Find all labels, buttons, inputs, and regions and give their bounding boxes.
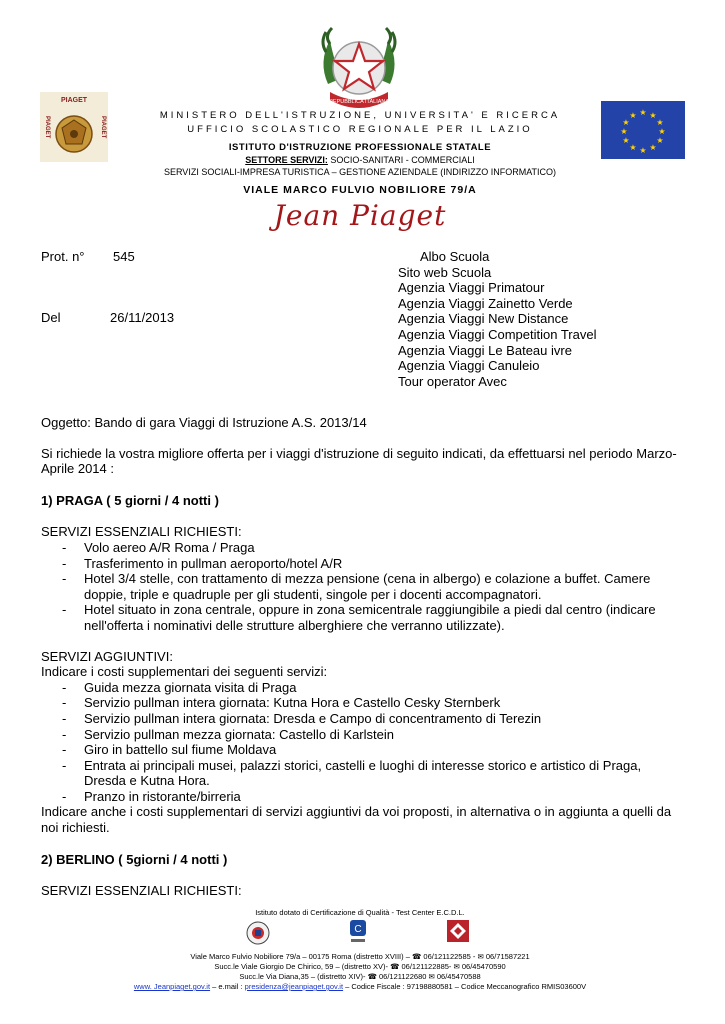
additional-services-list xyxy=(41,680,681,805)
tax-codes: – Codice Fiscale : 97198880581 – Codice Meccanografico RMIS03600V xyxy=(343,982,587,991)
institute-name: ISTITUTO D'ISTRUZIONE PROFESSIONALE STATALE xyxy=(228,142,492,153)
additional-services-outro: Indicare anche i costi supplementari di servizi aggiuntivi da voi proposti, in alternativa o in aggiunta a quelli da noi richiesti. xyxy=(41,804,672,836)
additional-services-intro: Indicare i costi supplementari dei seguenti servizi: xyxy=(41,664,328,680)
intro-paragraph: Si richiede la vostra migliore offerta per i viaggi d'istruzione di seguito indicati, da effettuarsi nel periodo Marzo- Aprile 2014 : xyxy=(41,445,677,477)
svg-text:★: ★ xyxy=(658,127,666,136)
svg-text:★: ★ xyxy=(622,136,630,145)
list-item: - Servizio pullman intera giornata: Kutna Hora e Castello Cesky Sternberk xyxy=(41,695,681,711)
list-item: - Hotel 3/4 stelle, con trattamento di mezza pensione (cena in albergo) e colazione a buffet. Camere doppie, triple e quadruple per gli studenti, singole per i docenti accompagnatori. xyxy=(41,571,681,602)
svg-text:★: ★ xyxy=(620,127,628,136)
footer-branch-dechirico: Succ.le Viale Giorgio De Chirico, 59 – (distretto XV)- ☎ 06/121122885- ✉ 06/45470590 xyxy=(214,962,506,971)
svg-text:PIAGET: PIAGET xyxy=(44,116,50,139)
school-logo xyxy=(40,92,108,162)
school-name-title: Jean Piaget xyxy=(273,199,447,232)
svg-text:★: ★ xyxy=(656,136,664,145)
svg-text:★: ★ xyxy=(649,143,657,152)
list-item: - Hotel situato in zona centrale, oppure in zona semicentrale raggiungibile a piedi dal centro (indicare nell'offerta i nominativi delle strutture alberghiere che verranno utilizzate). xyxy=(41,602,681,633)
essential-services-heading: SERVIZI ESSENZIALI RICHIESTI: xyxy=(41,524,242,540)
svg-text:★: ★ xyxy=(656,118,664,127)
footer-contacts xyxy=(60,982,660,993)
essential-services-list xyxy=(41,540,681,634)
list-item: - Pranzo in ristorante/birreria xyxy=(41,789,681,805)
sectors-label: SETTORE SERVIZI: xyxy=(245,155,328,165)
ministry-line: MINISTERO DELL'ISTRUZIONE, UNIVERSITA' E RICERCA xyxy=(159,110,561,121)
list-item: - Volo aereo A/R Roma / Praga xyxy=(41,540,681,556)
date-label: Del xyxy=(41,310,61,325)
recipient: Agenzia Viaggi Competition Travel xyxy=(398,326,597,342)
svg-text:★: ★ xyxy=(649,111,657,120)
berlino-essential-heading: SERVIZI ESSENZIALI RICHIESTI: xyxy=(41,883,242,899)
school-logo-text: PIAGET xyxy=(60,97,88,104)
additional-services-heading: SERVIZI AGGIUNTIVI: xyxy=(41,648,173,664)
recipient: Agenzia Viaggi Canuleio xyxy=(398,358,540,374)
svg-text:★: ★ xyxy=(622,118,630,127)
recipient: Agenzia Viaggi Primatour xyxy=(398,280,545,296)
sectors-value: SOCIO-SANITARI - COMMERCIALI xyxy=(327,155,475,165)
svg-text:C: C xyxy=(354,924,362,935)
school-address: VIALE MARCO FULVIO NOBILIORE 79/A xyxy=(243,184,477,196)
services-line: SERVIZI SOCIALI-IMPRESA TURISTICA – GESTIONE AZIENDALE (INDIRIZZO INFORMATICO) xyxy=(163,167,557,177)
eu-flag xyxy=(601,101,685,159)
list-item: - Guida mezza giornata visita di Praga xyxy=(41,680,681,696)
list-item: - Entrata ai principali musei, palazzi storici, castelli e luoghi di interesse storico e artistico di Praga, Dresda e Kutna Hora. xyxy=(41,758,681,789)
recipient: Agenzia Viaggi New Distance xyxy=(398,311,569,327)
list-item: - Trasferimento in pullman aeroporto/hotel A/R xyxy=(41,556,681,572)
section-praga-title: 1) PRAGA ( 5 giorni / 4 notti ) xyxy=(41,492,219,508)
svg-text:★: ★ xyxy=(629,111,637,120)
subject-line: Oggetto: Bando di gara Viaggi di Istruzione A.S. 2013/14 xyxy=(41,415,367,430)
emblem-ribbon-text: REPUBBLICA ITALIANA xyxy=(328,99,390,105)
protocol-label: Prot. n° xyxy=(41,249,85,264)
certification-note: Istituto dotato di Certificazione di Qualità - Test Center E.C.D.L. xyxy=(255,908,465,917)
svg-text:★: ★ xyxy=(639,146,647,155)
test-center-logo xyxy=(447,920,469,942)
website-link[interactable]: www. Jeanpiaget.gov.it xyxy=(133,982,211,991)
recipient: Agenzia Viaggi Le Bateau ivre xyxy=(398,342,572,358)
list-item: - Giro in battello sul fiume Moldava xyxy=(41,742,681,758)
ecdl-logo xyxy=(348,919,368,945)
recipients-list xyxy=(398,249,597,389)
recipient: Agenzia Viaggi Zainetto Verde xyxy=(398,295,573,311)
email-label: – e.mail : xyxy=(210,982,245,991)
footer-main-address: Viale Marco Fulvio Nobiliore 79/a – 00175 Roma (distretto XVIII) – ☎ 06/121122585 - ✉ 06/71587221 xyxy=(190,952,530,961)
recipient: Sito web Scuola xyxy=(398,264,492,280)
letter-body xyxy=(41,415,681,899)
sectors-line xyxy=(120,155,600,165)
recipient: Albo Scuola xyxy=(420,249,490,264)
date-value: 26/11/2013 xyxy=(110,310,175,325)
list-item: - Servizio pullman intera giornata: Dresda e Campo di concentramento di Terezin xyxy=(41,711,681,727)
recipient: Tour operator Avec xyxy=(398,373,507,389)
list-item: - Servizio pullman mezza giornata: Castello di Karlstein xyxy=(41,727,681,743)
email-link[interactable]: presidenza@jeanpiaget.gov.it xyxy=(244,982,344,991)
protocol-number: 545 xyxy=(113,249,135,264)
svg-text:★: ★ xyxy=(629,143,637,152)
italian-republic-emblem xyxy=(316,22,402,118)
regional-office-line: UFFICIO SCOLASTICO REGIONALE PER IL LAZIO xyxy=(187,124,533,135)
svg-text:★: ★ xyxy=(639,108,647,117)
section-berlino-title: 2) BERLINO ( 5giorni / 4 notti ) xyxy=(41,851,228,867)
footer-branch-diana: Succ.le Via Diana,35 – (distretto XIV)- ☎ 06/121122680 ✉ 06/45470588 xyxy=(239,972,481,981)
quality-cert-logo xyxy=(246,921,270,945)
svg-text:PIAGET: PIAGET xyxy=(100,116,106,139)
